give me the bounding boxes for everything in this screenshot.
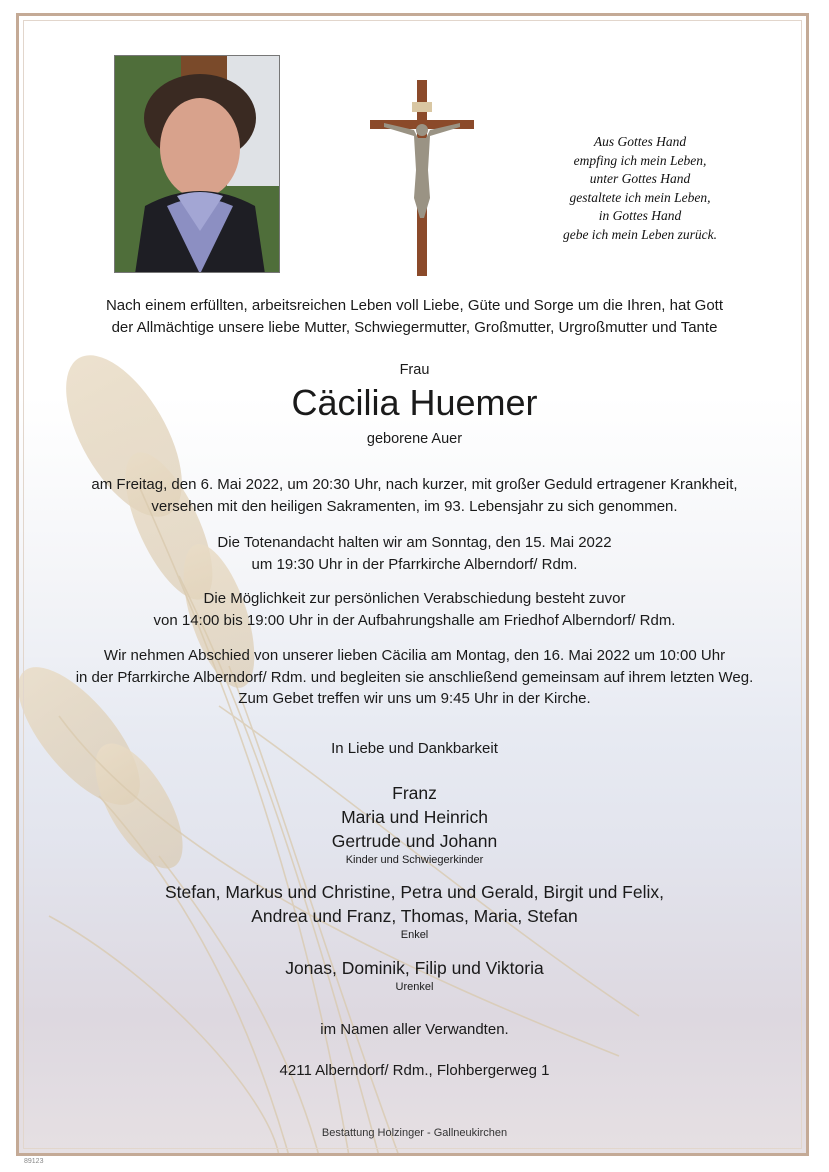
poem-line: gebe ich mein Leben zurück. [562,226,718,242]
children-list [0,781,829,853]
relatives-line: im Namen aller Verwandten. [320,1021,509,1038]
grandchildren-label: Enkel [400,929,429,941]
poem-line: in Gottes Hand [598,208,682,223]
great-grandchildren: Jonas, Dominik, Filip und Viktoria [285,958,544,978]
grandchildren-line: Stefan, Markus und Christine, Petra und Gerald, Birgit und Felix, [165,882,664,902]
address: 4211 Alberndorf/ Rdm., Flohbergerweg 1 [279,1062,550,1079]
poem [520,133,760,244]
undertaker: Bestattung Holzinger - Gallneukirchen [321,1127,508,1139]
intro-line: der Allmächtige unsere liebe Mutter, Schwiegermutter, Großmutter, Urgroßmutter und Tante [111,318,718,336]
deceased-name: Cäcilia Huemer [291,382,538,423]
vigil-line: Die Totenandacht halten wir am Sonntag, den 15. Mai 2022 [217,534,612,551]
intro-text [0,295,829,338]
death-line: versehen mit den heiligen Sakramenten, im 93. Lebensjahr zu sich genommen. [151,497,678,515]
child-entry: Maria und Heinrich [341,807,488,827]
portrait-photo [114,55,280,273]
maiden-name: geborene Auer [366,431,463,447]
poem-line: unter Gottes Hand [589,171,691,186]
funeral-line: Zum Gebet treffen wir uns um 9:45 Uhr in der Kirche. [238,690,591,707]
viewing-line: von 14:00 bis 19:00 Uhr in der Aufbahrungshalle am Friedhof Alberndorf/ Rdm. [153,611,676,629]
funeral-notice [0,645,829,710]
child-entry: Gertrude und Johann [331,831,498,851]
viewing-line: Die Möglichkeit zur persönlichen Verabschiedung besteht zuvor [203,590,626,607]
great-grandchildren-label: Urenkel [395,981,434,993]
vigil-notice [0,532,829,575]
viewing-notice [0,588,829,631]
grandchildren-list [0,880,829,928]
child-entry: Franz [392,783,437,803]
death-line: am Freitag, den 6. Mai 2022, um 20:30 Uhr, nach kurzer, mit großer Geduld ertragener Krankheit, [91,476,738,493]
mourners-intro: In Liebe und Dankbarkeit [331,740,498,757]
death-notice [0,474,829,517]
grandchildren-line: Andrea und Franz, Thomas, Maria, Stefan [251,906,578,926]
funeral-line: in der Pfarrkirche Alberndorf/ Rdm. und begleiten sie anschließend gemeinsam auf ihrem letzten Weg. [75,668,754,686]
funeral-line: Wir nehmen Abschied von unserer lieben Cäcilia am Montag, den 16. Mai 2022 um 10:00 Uhr [103,647,726,664]
vigil-line: um 19:30 Uhr in der Pfarrkirche Alberndorf/ Rdm. [251,555,578,573]
crucifix-icon [364,80,480,276]
print-code: 89123 [24,1158,44,1165]
intro-line: Nach einem erfüllten, arbeitsreichen Leben voll Liebe, Güte und Sorge um die Ihren, hat Gott [105,297,724,314]
children-label: Kinder und Schwiegerkinder [345,854,484,866]
poem-line: Aus Gottes Hand [593,134,687,149]
poem-line: gestaltete ich mein Leben, [569,189,711,205]
poem-line: empfing ich mein Leben, [573,152,707,168]
name-prefix: Frau [399,362,430,378]
